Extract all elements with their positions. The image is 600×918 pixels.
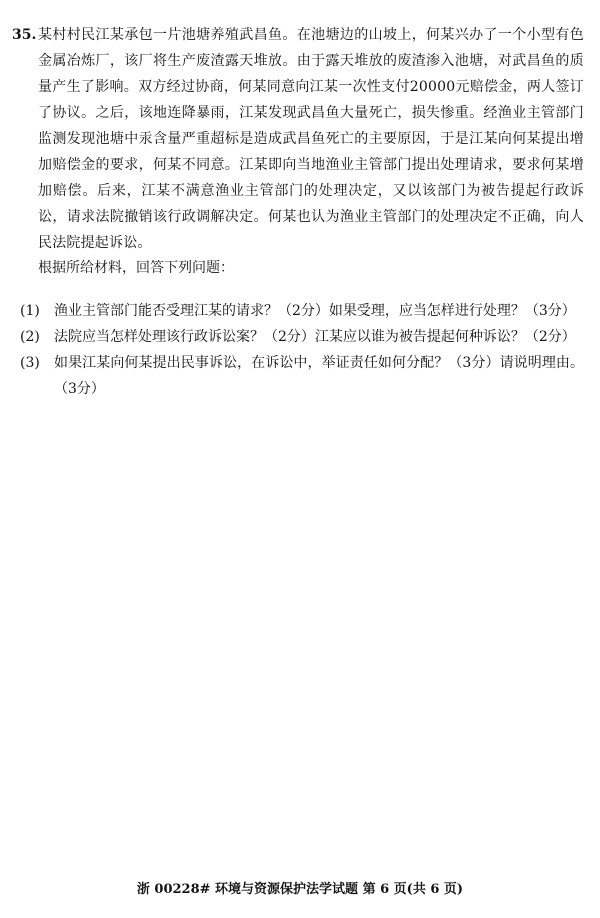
sub-question-text: 法院应当怎样处理该行政诉讼案？（2分）江某应以谁为被告提起何种诉讼？（2分） xyxy=(54,329,576,345)
sub-question-index: (1) xyxy=(20,303,40,319)
sub-question-list xyxy=(20,298,584,402)
sub-question-text: 渔业主管部门能否受理江某的请求？（2分）如果受理，应当怎样进行处理？（3分） xyxy=(54,303,576,319)
sub-question-index: (3) xyxy=(20,355,40,371)
sub-question xyxy=(20,324,584,350)
sub-question xyxy=(20,298,584,324)
question-prompt: 根据所给材料，回答下列问题： xyxy=(38,260,234,276)
sub-question-text: 如果江某向何某提出民事诉讼，在诉讼中，举证责任如何分配？（3分）请说明理由。（3分） xyxy=(54,355,584,397)
sub-question xyxy=(20,350,584,402)
sub-question-index: (2) xyxy=(20,329,40,345)
page-footer: 浙 00228# 环境与资源保护法学试题 第 6 页(共 6 页) xyxy=(136,882,464,897)
question-text: 某村村民江某承包一片池塘养殖武昌鱼。在池塘边的山坡上，何某兴办了一个小型有色金属冶炼厂，该厂将生产废渣露天堆放。由于露天堆放的废渣渗入池塘，对武昌鱼的质量产生了影响。双方经过协商，何某同意向江某一次性支付20000元赔偿金，两人签订了协议。之后，该地连降暴雨，江某发现武昌鱼大量死亡，损失惨重。经渔业主管部门监测发现池塘中汞含量严重超标是造成武昌鱼死亡的主要原因，于是江某向何某提出增加赔偿金的要求，何某不同意。江某即向当地渔业主管部门提出处理请求，要求何某增加赔偿。后来，江某不满意渔业主管部门的处理决定，又以该部门为被告提起行政诉讼，请求法院撤销该行政调解决定。何某也认为渔业主管部门的处理决定不正确，向人民法院提起诉讼。 xyxy=(38,27,584,251)
question-block xyxy=(12,22,584,256)
question-number: 35. xyxy=(12,27,37,43)
